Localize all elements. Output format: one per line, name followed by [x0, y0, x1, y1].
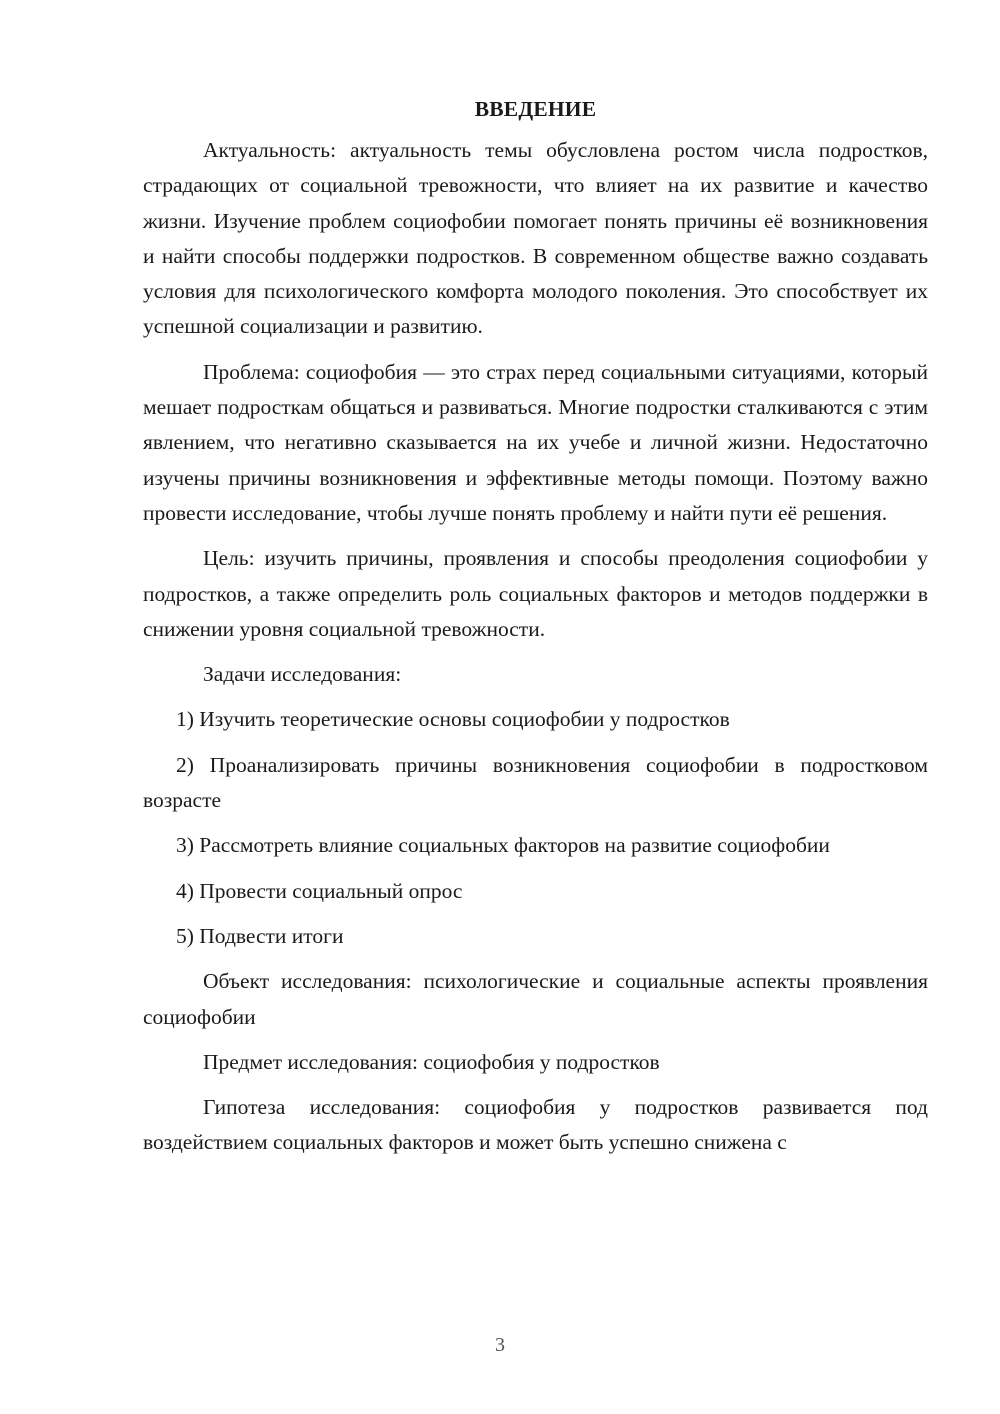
task-item-5: 5) Подвести итоги [176, 923, 344, 948]
relevance-paragraph: Актуальность: актуальность темы обусловлена ростом числа подростков, страдающих от социальной тревожности, что влияет на их развитие и качество жизни. Изучение проблем социофобии помогает понять причины её возникновения и найти способы поддержки подростков. В современном обществе важно создавать условия для психологического комфорта молодого поколения. Это способствует их успешной социализации и развитию. [143, 138, 928, 339]
tasks-heading: Задачи исследования: [203, 662, 402, 687]
hypothesis-paragraph: Гипотеза исследования: социофобия у подростков развивается под воздействием социальных факторов и может быть успешно снижена с [143, 1095, 928, 1155]
page-title: ВВЕДЕНИЕ [474, 97, 597, 121]
page-number: 3 [495, 1334, 505, 1356]
goal-paragraph: Цель: изучить причины, проявления и способы преодоления социофобии у подростков, а также определить роль социальных факторов и методов поддержки в снижении уровня социальной тревожности. [143, 546, 928, 641]
task-item-3: 3) Рассмотреть влияние социальных факторов на развитие социофобии [176, 833, 830, 858]
task-item-1: 1) Изучить теоретические основы социофобии у подростков [176, 707, 730, 732]
problem-paragraph: Проблема: социофобия — это страх перед социальными ситуациями, который мешает подросткам общаться и развиваться. Многие подростки сталкиваются с этим явлением, что негативно сказывается на их учебе и личной жизни. Недостаточно изучены причины возникновения и эффективные методы помощи. Поэтому важно провести исследование, чтобы лучше понять проблему и найти пути её решения. [143, 359, 928, 525]
task-item-2: 2) Проанализировать причины возникновения социофобии в подростковом возрасте [143, 752, 928, 813]
task-item-4: 4) Провести социальный опрос [176, 878, 463, 903]
page-body [143, 92, 928, 1171]
object-paragraph: Объект исследования: психологические и социальные аспекты проявления социофобии [143, 969, 928, 1029]
subject-paragraph: Предмет исследования: социофобия у подростков [203, 1049, 660, 1074]
